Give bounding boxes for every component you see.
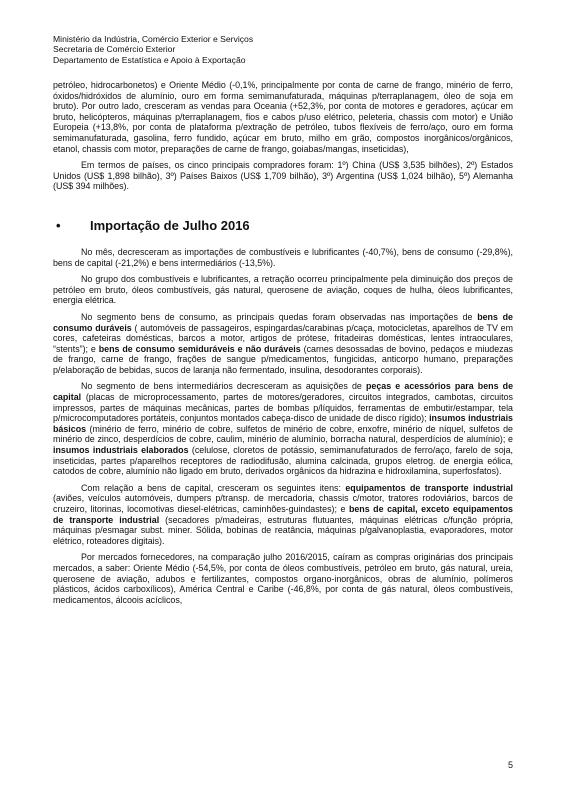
bullet-icon: • bbox=[56, 217, 61, 233]
text-run: (secadores p/madeiras, estruturas flutuantes, máquinas elétricas c/função própria, máquinas p/esmagar subst. miner. Sólida, bobinas de reatância, máquinas p/galvanoplastia, evaporadores, motor elétrico, roteadores digitais). bbox=[53, 514, 513, 546]
text-run: (aviões, veículos automóveis, dumpers p/transp. de mercadoria, chassis c/motor, tratores rodoviários, barcos de cruzeiro, litorinas, locomotivas diesel-elétricas, caminhões-guindastes); e bbox=[53, 493, 513, 514]
bold-term: bens de capital, exceto equipamentos de transporte industrial bbox=[53, 504, 513, 525]
paragraph-consumer-goods bbox=[53, 312, 513, 376]
text-run: No segmento bens de consumo, as principais quedas foram observadas nas importações de bbox=[81, 311, 478, 322]
paragraph-capital-goods bbox=[53, 483, 513, 547]
paragraph-fuels: No grupo dos combustíveis e lubrificantes, a retração ocorreu principalmente pela diminuição dos preços de petróleo em bruto, óleos combustíveis, gás natural, querosene de aviação, coques de hulha, óleos lubrificantes, energia elétrica. bbox=[53, 274, 513, 306]
header-department: Departamento de Estatística e Apoio à Exportação bbox=[53, 54, 246, 65]
paragraph-export-markets: petróleo, hidrocarbonetos) e Oriente Médio (-0,1%, principalmente por conta de carne de frango, minério de ferro, óxidos/hidróxidos de alumínio, ouro em forma semimanufaturada, máquinas p/terraplanagem, óleo de soja em bruto). Por outro lado, cresceram as vendas para Oceania (+52,3%, por conta de motores e geradores, açúcar em bruto, helicópteros, máquinas p/terraplanagem, fios e cabos p/uso elétrico, peleteria, chassis com motor) e União Europeia (+13,8%, por conta de plataforma p/extração de petróleo, tubos flexíveis de ferro/aço, ouro em forma semimanufaturada, gasolina, ferro fundido, açúcar em bruto, milho em grão, compostos inorgânicos/orgânicos, etanol, chassis com motor, preparações de carne de frango, goiabas/mangas, inseticidas), bbox=[53, 80, 513, 154]
paragraph-top-buyers: Em termos de países, os cinco principais compradores foram: 1º) China (US$ 3,535 bilhões), 2º) Estados Unidos (US$ 1,898 bilhão), 3º) Países Baixos (US$ 1,709 bilhão), 3º) Argentina (US$ 1,024 bilhão), 5º) Alemanha (US$ 394 milhões). bbox=[53, 160, 513, 192]
paragraph-supplier-markets: Por mercados fornecedores, na comparação julho 2016/2015, caíram as compras originárias dos principais mercados, a saber: Oriente Médio (-54,5%, por conta de óleos combustíveis, petróleo em bruto, gás natural, ureia, querosene de aviação, adubos e fertilizantes, compostos organo-inorgânicos, obras de alumínio, polímeros plásticos, ácidos carboxílicos), América Central e Caribe (-46,8%, por conta de gás natural, óleos combustíveis, medicamentos, álcoois acíclicos, bbox=[53, 552, 513, 605]
header-ministry: Ministério da Indústria, Comércio Exterior e Serviços bbox=[53, 34, 254, 44]
page-number: 5 bbox=[507, 760, 513, 770]
bold-term: peças e acessórios para bens de capital bbox=[53, 381, 514, 403]
text-run: (minério de ferro, minério de cobre, sulfetos de minério de cobre, enxofre, minério de níquel, sulfetos de minério de zinco, desperdícios de cobre, caulim, minério de alumínio, borracha natural, desperdícios de alumínio); e bbox=[53, 423, 513, 445]
text-run: (carnes desossadas de bovino, pedaços e miudezas de frango, carne de frango, frações de sangue p/medicamentos, fungicidas, anticorpo humano, preparações p/elaboração de bebidas, sucos de laranja não fermentado, insulina, desodorantes corporais). bbox=[53, 343, 513, 375]
paragraph-import-summary: No mês, decresceram as importações de combustíveis e lubrificantes (-40,7%), bens de consumo (-29,8%), bens de capital (-21,2%) e bens intermediários (-13,5%). bbox=[53, 246, 513, 268]
page-header bbox=[53, 34, 513, 65]
text-run: (placas de microprocessamento, partes de motores/geradores, circuitos integrados, cambotas, circuitos impressos, partes de máquinas mecânicas, partes de bombas p/líquidos, ferramentas de embutir/estampar, tela p/microcomputadores portáteis, conjuntos montados cabeça-disco de unidade de disco rígido); bbox=[53, 392, 513, 424]
bold-term: bens de consumo duráveis bbox=[53, 311, 513, 333]
bold-term: equipamentos de transporte industrial bbox=[345, 482, 513, 493]
bold-term: insumos industriais básicos bbox=[53, 413, 513, 434]
bold-term: bens de consumo semiduráveis e não duráveis bbox=[98, 343, 301, 354]
document-body bbox=[53, 80, 513, 611]
bold-term: insumos industriais elaborados bbox=[53, 445, 189, 456]
text-run: ( automóveis de passageiros, espingardas/carabinas p/caça, motocicletas, aparelhos de TV em cores, cafeteiras domésticas, barcos a motor, artigos de prótese, fritadeiras domésticas, lentes intraoculares, “stents”); e bbox=[53, 322, 513, 354]
paragraph-intermediate-goods bbox=[53, 381, 513, 476]
text-run: No segmento de bens intermediários decresceram as aquisições de bbox=[81, 381, 366, 392]
section-heading bbox=[53, 218, 513, 234]
text-run: (celulose, cloretos de potássio, semimanufaturados de ferro/aço, farelo de soja, inseticidas, partes p/aparelhos receptores de radiodifusão, alumina calcinada, grupos eletrog. de energia eólica, catodos de cobre, alumínio não ligado em bruto, derivados orgânicos da hidrazina e hidroxilamina, superfosfatos). bbox=[53, 445, 514, 477]
text-run: Com relação a bens de capital, cresceram os seguintes itens: bbox=[81, 482, 346, 493]
header-secretariat: Secretaria de Comércio Exterior bbox=[53, 44, 176, 55]
section-title: Importação de Julho 2016 bbox=[90, 217, 250, 233]
